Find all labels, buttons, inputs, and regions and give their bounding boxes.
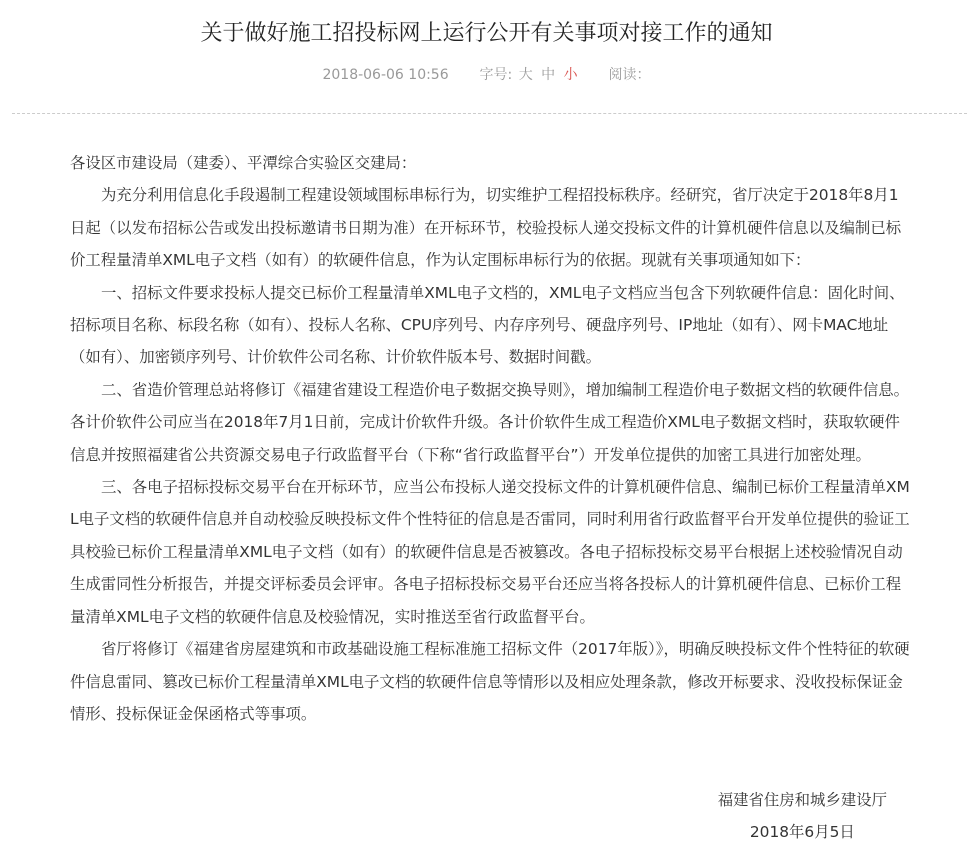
signature-block: [718, 784, 887, 849]
font-size-small-button[interactable]: 小: [563, 67, 578, 83]
body-paragraph-2: 二、省造价管理总站将修订《福建省建设工程造价电子数据交换导则》，增加编制工程造价电子数据文档的软硬件信息。各计价软件公司应当在2018年7月1日前，完成计价软件升级。各计价软件生成工程造价XML电子数据文档时，获取软硬件信息并按照福建省公共资源交易电子行政监督平台（下称“省行政监督平台”）开发单位提供的加密工具进行加密处理。: [70, 380, 910, 464]
signature-date: 2018年6月5日: [749, 823, 855, 842]
read-count-label: 阅读：: [608, 67, 651, 83]
font-size-medium-button[interactable]: 中: [541, 67, 556, 83]
article-body: [70, 147, 910, 730]
body-paragraph-intro: 为充分利用信息化手段遏制工程建设领域围标串标行为，切实维护工程招投标秩序。经研究，省厅决定于2018年8月1日起（以发布招标公告或发出投标邀请书日期为准）在开标环节，校验投标人递交投标文件的计算机硬件信息以及编制已标价工程量清单XML电子文档（如有）的软硬件信息，作为认定围标串标行为的依据。现就有关事项通知如下：: [70, 186, 902, 270]
page-title: 关于做好施工招投标网上运行公开有关事项对接工作的通知: [200, 21, 773, 46]
body-paragraph-closing: 省厅将修订《福建省房屋建筑和市政基础设施工程标准施工招标文件（2017年版）》，明确反映投标文件个性特征的软硬件信息雷同、篡改已标价工程量清单XML电子文档的软硬件信息等情形以及相应处理条款，修改开标要求、没收投标保证金情形、投标保证金保函格式等事项。: [70, 640, 910, 723]
article-meta: [0, 64, 973, 86]
body-paragraph-3: 三、各电子招标投标交易平台在开标环节，应当公布投标人递交投标文件的计算机硬件信息、编制已标价工程量清单XML电子文档的软硬件信息并自动校验反映投标文件个性特征的信息是否雷同，同时利用省行政监督平台开发单位提供的验证工具校验已标价工程量清单XML电子文档（如有）的软硬件信息是否被篡改。各电子招标投标交易平台根据上述校验情况自动生成雷同性分析报告，并提交评标委员会评审。各电子招标投标交易平台还应当将各投标人的计算机硬件信息、已标价工程量清单XML电子文档的软硬件信息及校验情况，实时推送至省行政监督平台。: [70, 478, 910, 626]
font-size-large-button[interactable]: 大: [518, 67, 533, 83]
body-paragraph-1: 一、招标文件要求投标人提交已标价工程量清单XML电子文档的，XML电子文档应当包含下列软硬件信息：固化时间、招标项目名称、标段名称（如有）、投标人名称、CPU序列号、内存序列号、硬盘序列号、IP地址（如有）、网卡MAC地址（如有）、加密锁序列号、计价软件公司名称、计价软件版本号、数据时间戳。: [70, 283, 905, 367]
salutation: 各设区市建设局（建委）、平潭综合实验区交建局：: [70, 154, 417, 172]
signature-org: 福建省住房和城乡建设厅: [717, 791, 887, 809]
header-divider: [12, 113, 967, 114]
publish-date: 2018-06-06 10:56: [322, 67, 449, 83]
font-size-label: 字号:: [479, 67, 513, 83]
